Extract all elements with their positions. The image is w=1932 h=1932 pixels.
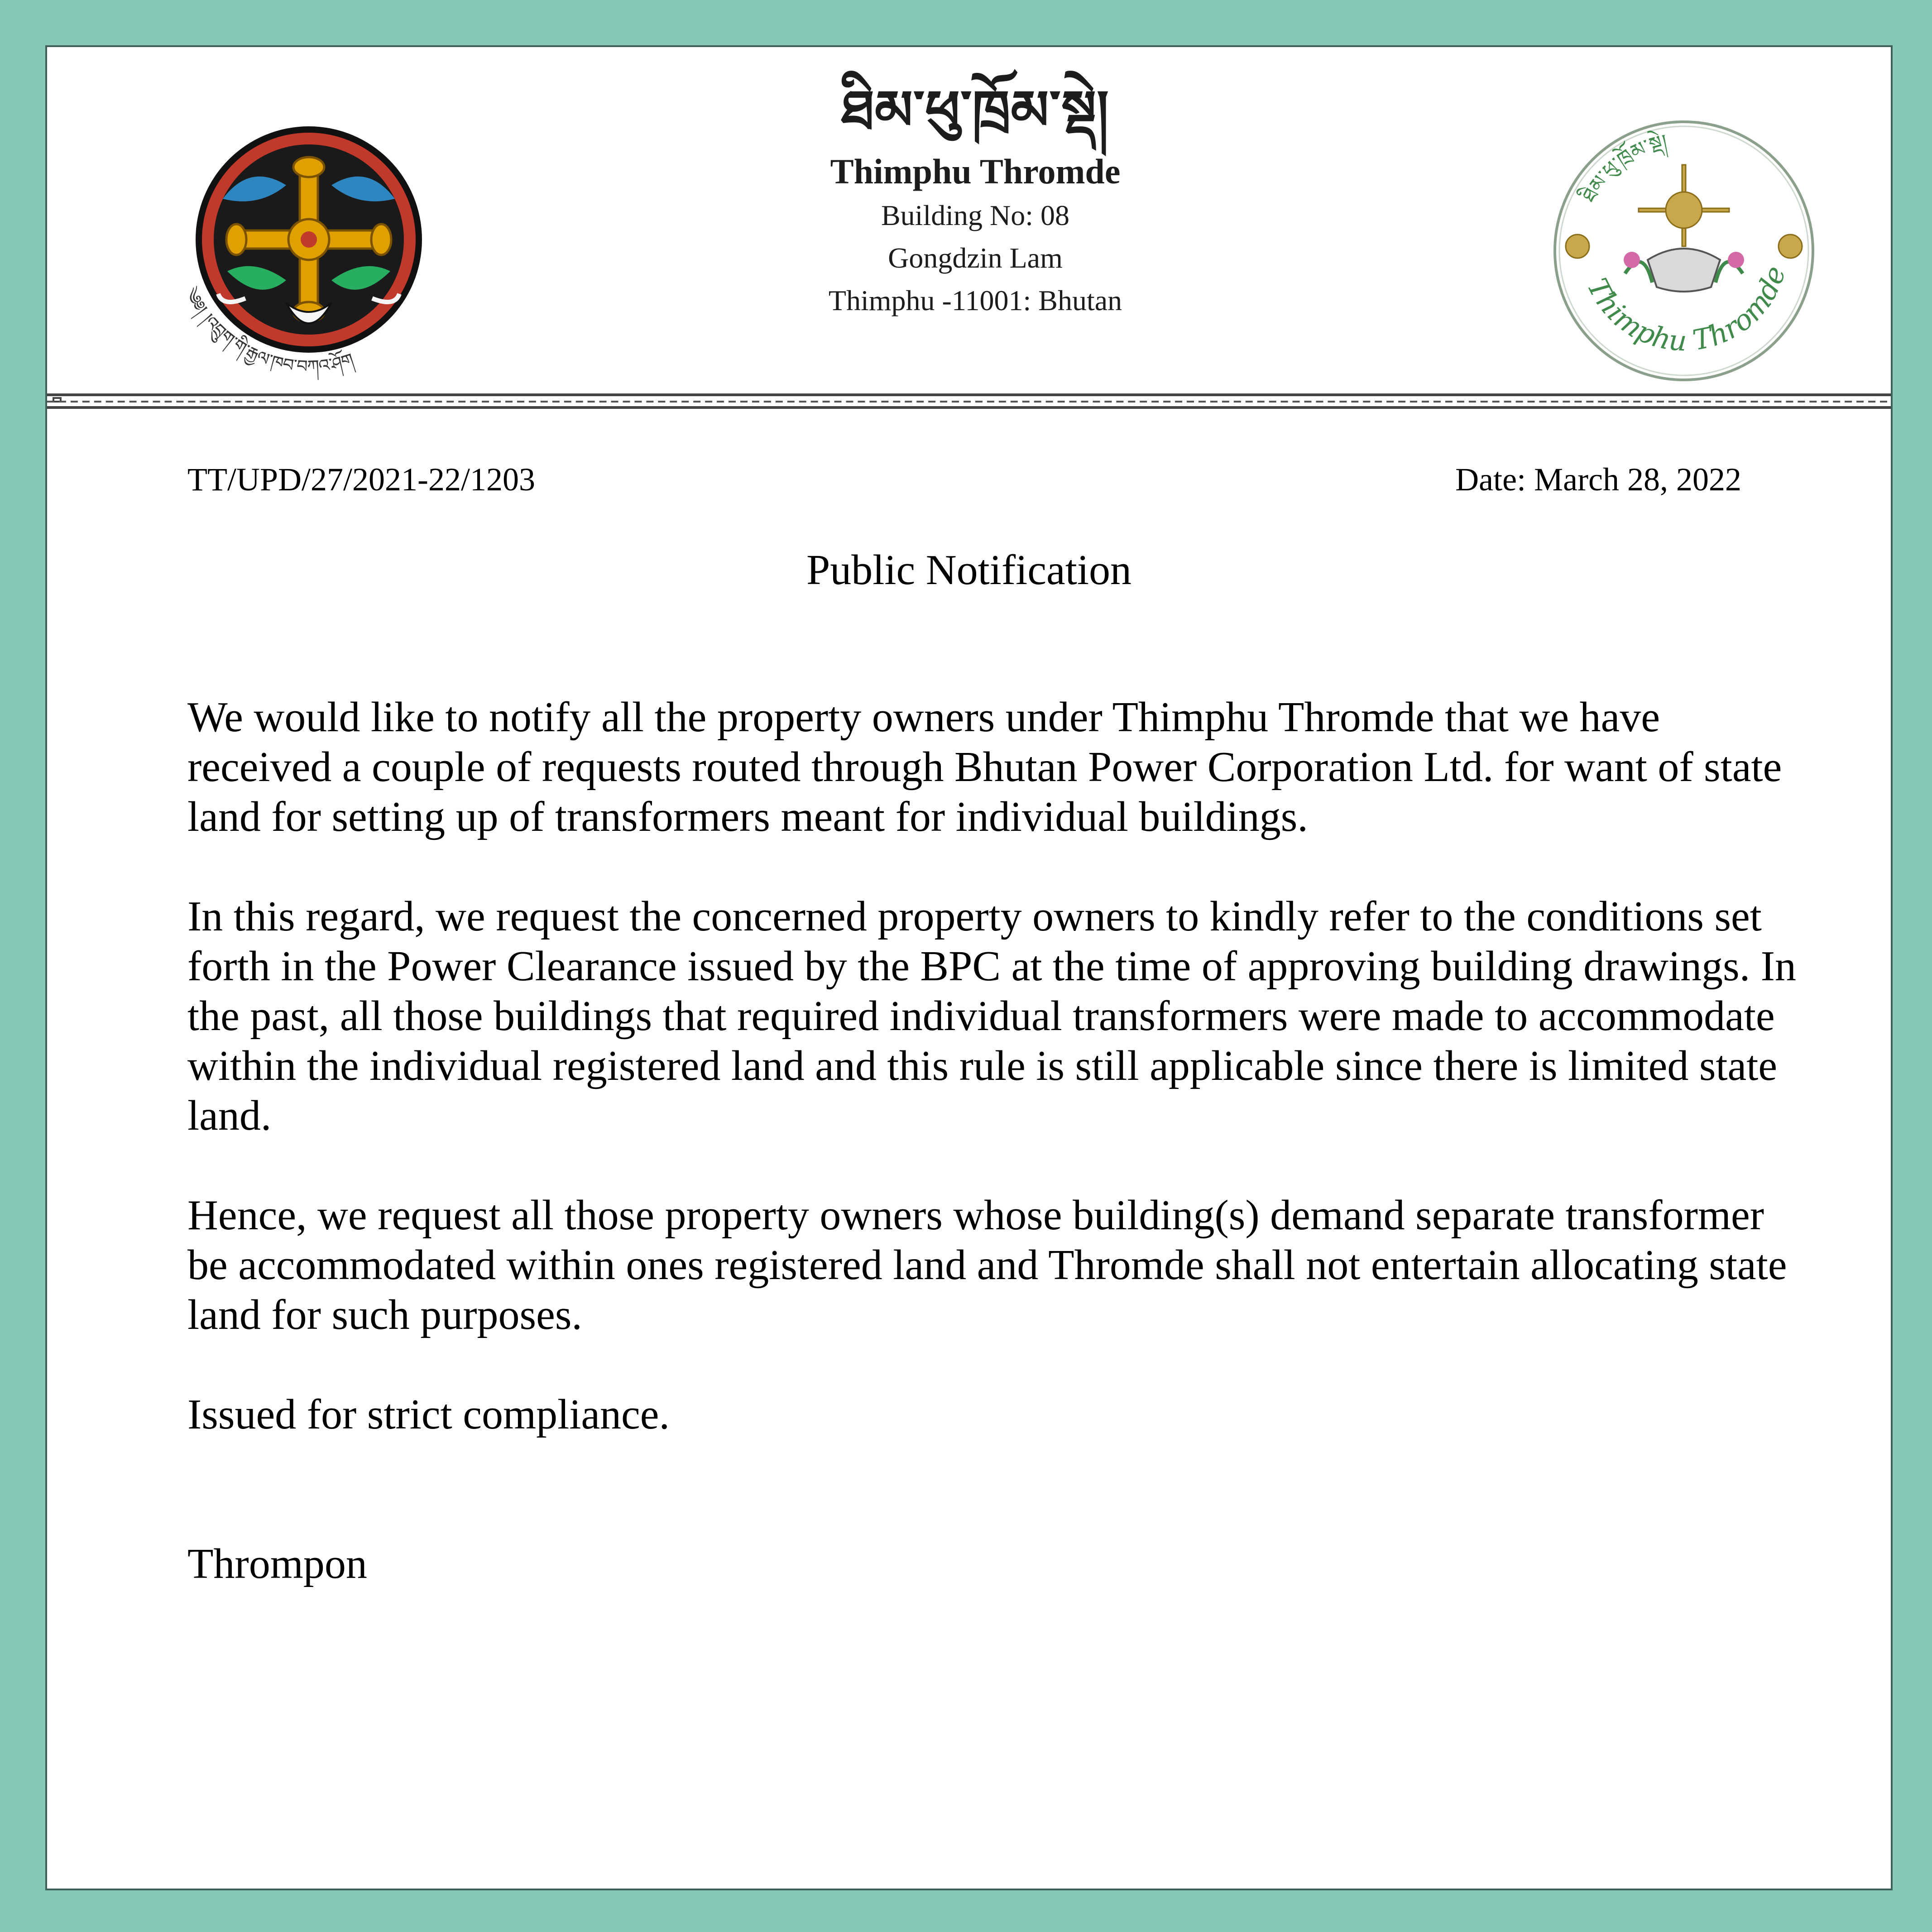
address-line-2: Gongdzin Lam (888, 242, 1063, 274)
notice-title: Public Notification (806, 547, 1131, 594)
royal-government-emblem-icon (150, 108, 467, 398)
notice-page (45, 45, 1893, 1890)
notice-body (187, 692, 1804, 1589)
issued-note: Issued for strict compliance. (187, 1391, 670, 1438)
document-date: Date: March 28, 2022 (1455, 461, 1741, 498)
seal-english-text: Thimphu Thromde (1580, 262, 1792, 358)
seal-dzongkha-text: ཐིམ་ཕུ་ཁྲོམ་སྡེ། (1577, 130, 1669, 206)
paragraph-2: In this regard, we request the concerned property owners to kindly refer to the conditions set forth in the Power Clearance issued by the BPC at the time of approving building drawings. In the past, all those buildings that required individual transformers were made to accommodate within the individual registered land and this rule is still applicable since there is limited state land. (187, 893, 1797, 1139)
emblem-ring-text: ༄༅། །འབྲུག་གི་རྒྱལ་ཁབ་བཀའ་ཤོག (181, 284, 356, 377)
reference-number: TT/UPD/27/2021-22/1203 (187, 461, 535, 498)
letterhead (47, 47, 1891, 377)
signatory: Thrompon (187, 1540, 367, 1587)
dzongkha-title: ཐིམ་ཕུ་ཁྲོམ་སྡེ། (841, 78, 1109, 142)
address-line-1: Building No: 08 (881, 199, 1070, 231)
ornamental-divider (47, 380, 1891, 421)
organization-name: Thimphu Thromde (830, 152, 1121, 191)
letterhead-center (726, 72, 1224, 322)
paragraph-3: Hence, we request all those property owners whose building(s) demand separate transformer be accommodated within ones registered land and Thromde shall not entertain allocating state land for such purposes. (187, 1192, 1787, 1338)
address-line-3: Thimphu -11001: Bhutan (828, 284, 1122, 316)
paragraph-1: We would like to notify all the property owners under Thimphu Thromde that we have received a couple of requests routed through Bhutan Power Corporation Ltd. for want of state land for setting up of transformers meant for individual buildings. (187, 694, 1782, 840)
thimphu-thromde-seal-icon (1534, 110, 1833, 400)
